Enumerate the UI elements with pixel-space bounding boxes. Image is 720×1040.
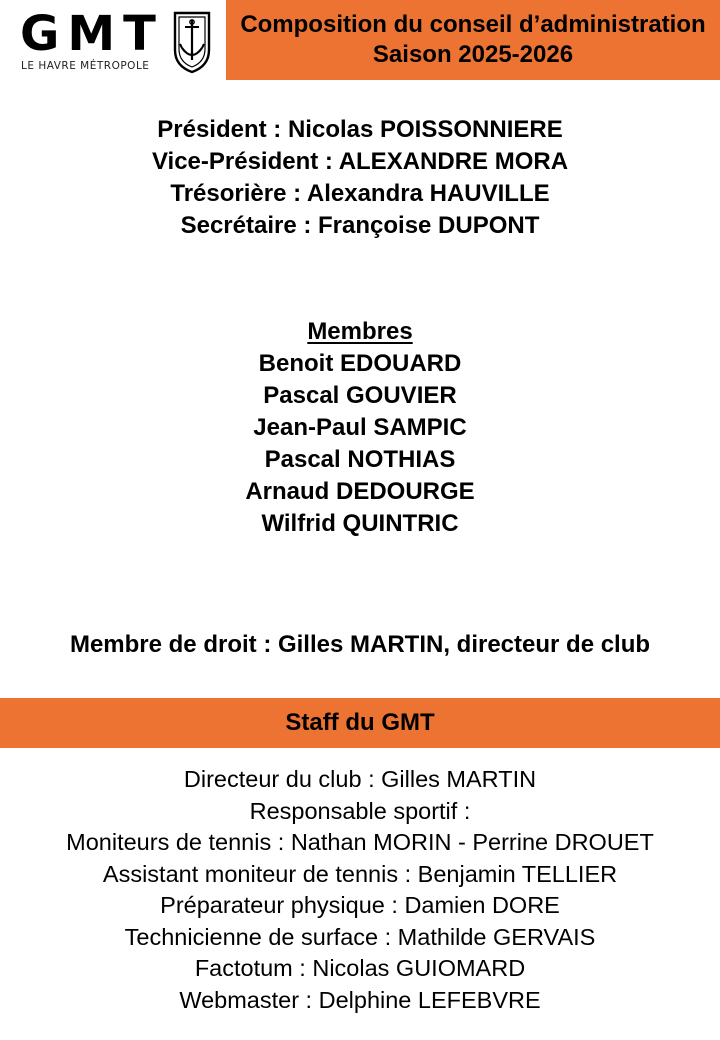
member-name: Benoit EDOUARD <box>258 350 462 377</box>
members-block <box>0 316 720 540</box>
member-name: Pascal GOUVIER <box>263 382 457 409</box>
staff-line: Moniteurs de tennis : Nathan MORIN - Perrine DROUET <box>66 829 654 855</box>
staff-line: Préparateur physique : Damien DORE <box>160 892 560 918</box>
officer-secretary: Secrétaire : Françoise DUPONT <box>180 212 540 239</box>
logo-subtitle: LE HAVRE MÉTROPOLE <box>21 60 150 72</box>
officer-treasurer: Trésorière : Alexandra HAUVILLE <box>170 180 550 207</box>
member-name: Wilfrid QUINTRIC <box>261 510 459 537</box>
ex-officio-block <box>0 629 720 661</box>
staff-heading: Staff du GMT <box>285 709 435 736</box>
member-name: Jean-Paul SAMPIC <box>253 414 467 441</box>
member-name: Arnaud DEDOURGE <box>245 478 475 505</box>
staff-line: Directeur du club : Gilles MARTIN <box>183 766 537 792</box>
header-title-band <box>226 0 720 80</box>
header-title-line2: Saison 2025-2026 <box>372 41 574 68</box>
ex-officio-member: Membre de droit : Gilles MARTIN, directeur de club <box>69 631 651 658</box>
staff-line: Technicienne de surface : Mathilde GERVAIS <box>124 923 596 950</box>
staff-heading-band <box>0 698 720 748</box>
gmt-logo <box>18 6 218 76</box>
staff-block <box>0 764 720 1016</box>
staff-line: Webmaster : Delphine LEFEBVRE <box>179 986 541 1013</box>
members-heading-line <box>0 316 720 348</box>
shield-anchor-icon <box>172 10 212 74</box>
logo-letters: GMT <box>20 6 164 62</box>
staff-line: Responsable sportif : <box>249 797 471 824</box>
staff-line: Assistant moniteur de tennis : Benjamin TELLIER <box>102 860 618 887</box>
officer-vice-president: Vice-Président : ALEXANDRE MORA <box>151 148 569 175</box>
officers-block <box>0 114 720 242</box>
header-title-line1: Composition du conseil d’administration <box>240 11 706 38</box>
member-name: Pascal NOTHIAS <box>264 446 456 473</box>
staff-line: Factotum : Nicolas GUIOMARD <box>194 955 526 981</box>
officer-president: Président : Nicolas POISSONNIERE <box>157 116 563 143</box>
members-heading: Membres <box>307 318 413 345</box>
